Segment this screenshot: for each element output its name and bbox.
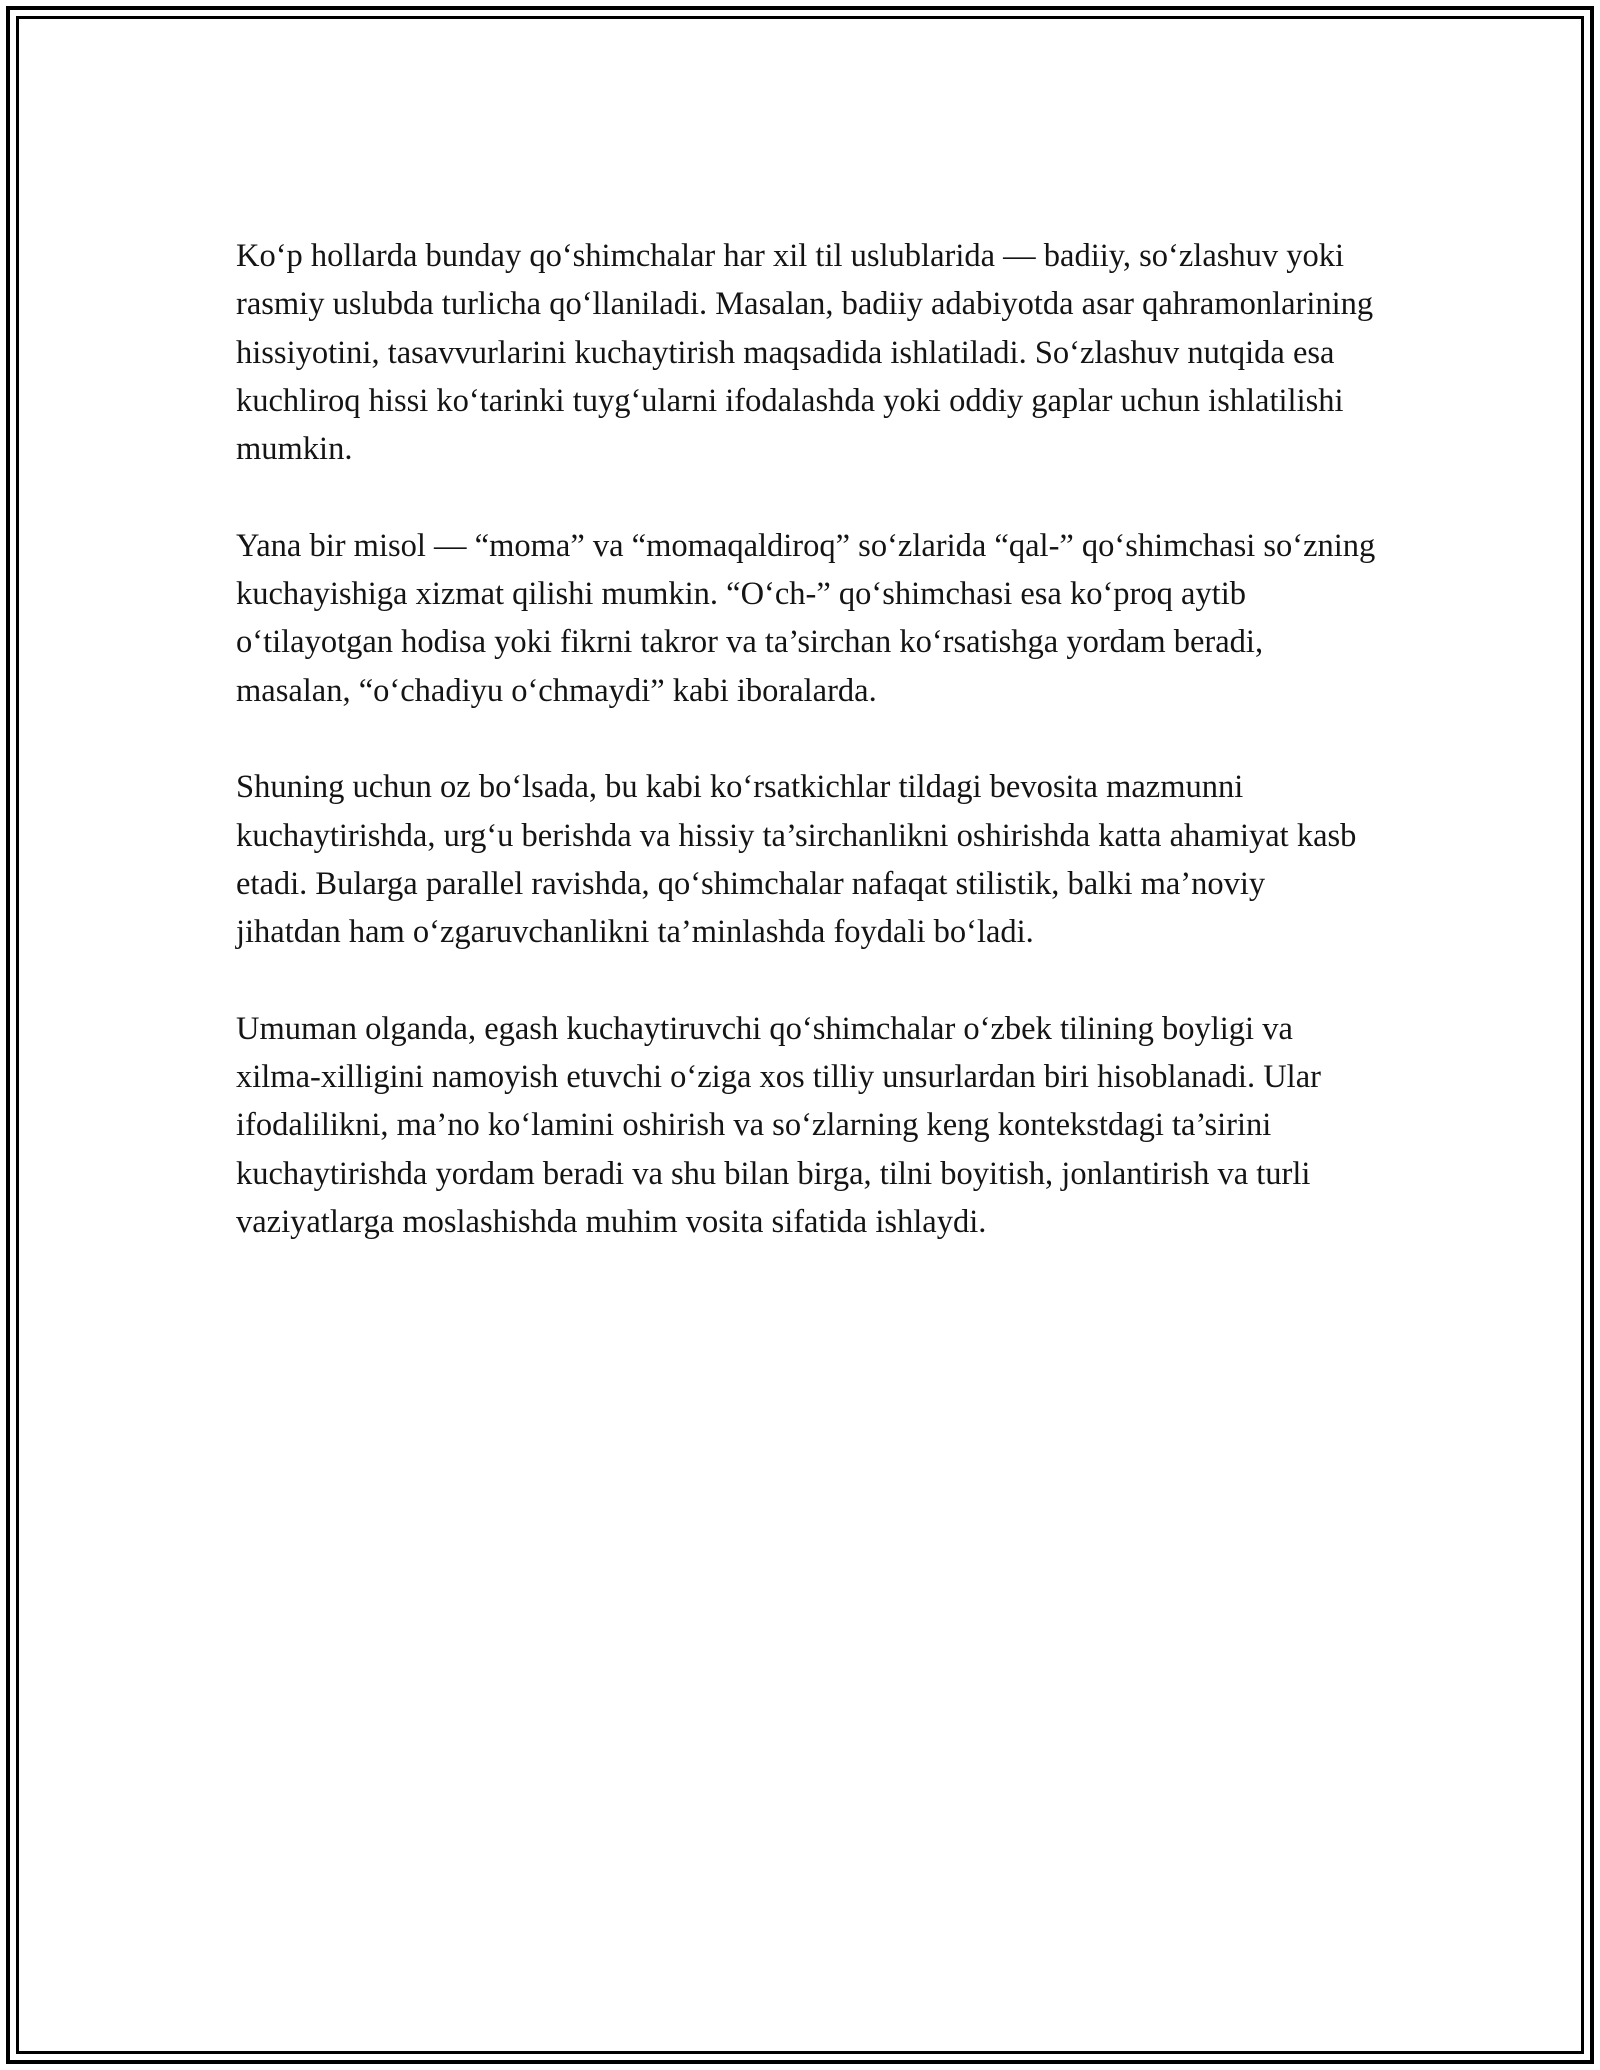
document-body — [236, 232, 1376, 1295]
paragraph-3: Shuning uchun oz bo‘lsada, bu kabi ko‘rsatkichlar tildagi bevosita mazmunni kuchaytirishda, urg‘u berishda va hissiy ta’sirchanlikni oshirishda katta ahamiyat kasb etadi. Bularga parallel ravishda, qo‘shimchalar nafaqat stilistik, balki ma’noviy jihatdan ham o‘zgaruvchanlikni ta’minlashda foydali bo‘ladi. — [236, 769, 1357, 951]
paragraph-2: Yana bir misol — “moma” va “momaqaldiroq” so‘zlarida “qal-” qo‘shimchasi so‘zning kuchayishiga xizmat qilishi mumkin. “O‘ch-” qo‘shimchasi esa ko‘proq aytib o‘tilayotgan hodisa yoki fikrni takror va ta’sirchan ko‘rsatishga yordam beradi, masalan, “o‘chadiyu o‘chmaydi” kabi iboralarda. — [236, 527, 1376, 709]
paragraph-1: Ko‘p hollarda bunday qo‘shimchalar har xil til uslublarida — badiiy, so‘zlashuv yoki rasmiy uslubda turlicha qo‘llaniladi. Masalan, badiiy adabiyotda asar qahramonlarining hissiyotini, tasavvurlarini kuchaytirish maqsadida ishlatiladi. So‘zlashuv nutqida esa kuchliroq hissi ko‘tarinki tuyg‘ularni ifodalashda yoki oddiy gaplar uchun ishlatilishi mumkin. — [236, 238, 1374, 468]
paragraph-4: Umuman olganda, egash kuchaytiruvchi qo‘shimchalar o‘zbek tilining boyligi va xilma-xilligini namoyish etuvchi o‘ziga xos tilliy unsurlardan biri hisoblanadi. Ular ifodalilikni, ma’no ko‘lamini oshirish va so‘zlarning keng kontekstdagi ta’sirini kuchaytirishda yordam beradi va shu bilan birga, tilni boyitish, jonlantirish va turli vaziyatlarga moslashishda muhim vosita sifatida ishlaydi. — [236, 1010, 1321, 1240]
